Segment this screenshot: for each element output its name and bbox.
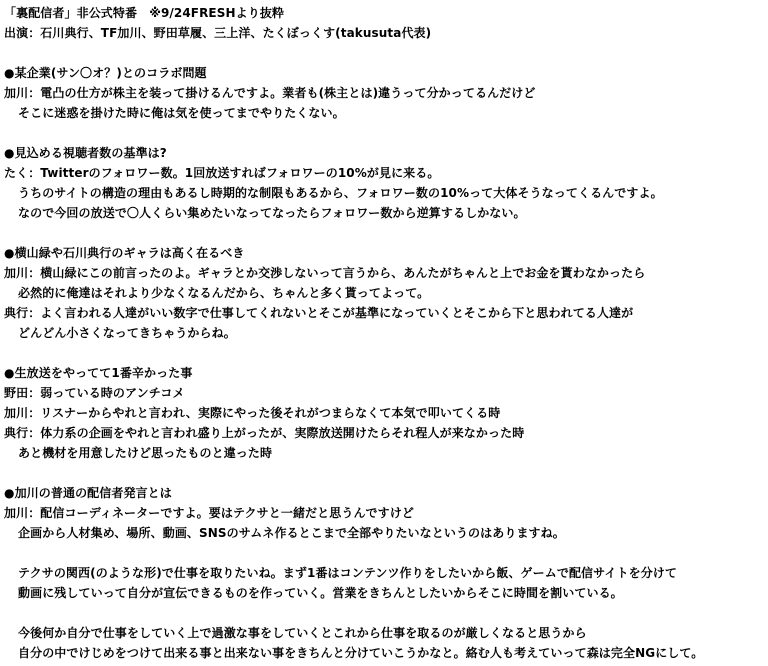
section-heading: ●加川の普通の配信者発言とは (4, 486, 172, 500)
quote-line: 典行：よく言われる人達がいい数字で仕事してくれないとそこが基準になっていくとそこから下と思われてる人達が (4, 306, 634, 320)
quote-line: あと機材を用意したけど思ったものと違った時 (18, 446, 273, 460)
quote-line: 加川：横山緑にこの前言ったのよ。ギャラとか交渉しないって言うから、あんたがちゃんと上でお金を貰わなかったら (4, 266, 646, 280)
quote-line: 自分の中でけじめをつけて出来る事と出来ない事をきちんと分けていこうかなと。絡む人も考えていって森は完全NGにして。 (18, 646, 704, 660)
quote-line: 典行：体力系の企画をやれと言われ盛り上がったが、実際放送開けたらそれ程人が来なかった時 (4, 426, 525, 440)
quote-line: 必然的に俺達はそれより少なくなるんだから、ちゃんと多く貰ってよって。 (18, 286, 430, 300)
quote-line: 加川：電凸の仕方が株主を装って掛けるんですよ。業者も(株主とは)違うって分かってるんだけど (4, 86, 536, 100)
quote-line: 動画に残していって自分が宣伝できるものを作っていく。営業をきちんとしたいからそこに時間を割いている。 (18, 586, 623, 600)
cast-line: 出演：石川典行、TF加川、野田草履、三上洋、たくぼっくす(takusuta代表) (4, 26, 432, 40)
quote-line: そこに迷惑を掛けた時に俺は気を使ってまでやりたくない。 (18, 106, 345, 120)
quote-line: 野田：弱っている時のアンチコメ (4, 386, 185, 400)
quote-line: うちのサイトの構造の理由もあるし時期的な制限もあるから、フォロワー数の10%って大体そうなってくるんですよ。 (18, 186, 663, 200)
quote-line: 企画から人材集め、場所、動画、SNSのサムネ作るとこまで全部やりたいなというのはありますね。 (18, 526, 565, 540)
quote-line: 加川：配信コーディネーターですよ。要はテクサと一緒だと思うんですけど (4, 506, 414, 520)
quote-line: 加川：リスナーからやれと言われ、実際にやった後それがつまらなくて本気で叩いてくる時 (4, 406, 501, 420)
section-heading: ●見込める視聴者数の基準は? (4, 146, 167, 160)
section-heading: ●横山緑や石川典行のギャラは高く在るべき (4, 246, 245, 260)
quote-line: なので今回の放送で〇人くらい集めたいなってなったらフォロワー数から逆算するしかない。 (18, 206, 526, 220)
document-title: 「裏配信者」非公式特番 ※9/24FRESHより抜粋 (4, 6, 285, 20)
quote-line: たく：Twitterのフォロワー数。1回放送すればフォロワーの10%が見に来る。 (4, 166, 440, 180)
quote-line: テクサの関西(のような形)で仕事を取りたいね。まず1番はコンテンツ作りをしたいから飯、ゲームで配信サイトを分けて (18, 566, 678, 580)
section-heading: ●某企業(サン〇オ？)とのコラボ問題 (4, 66, 207, 80)
quote-line: 今後何か自分で仕事をしていく上で過激な事をしていくとこれから仕事を取るのが厳しくなると思うから (18, 626, 587, 640)
quote-line: どんどん小さくなってきちゃうからね。 (18, 326, 236, 340)
section-heading: ●生放送をやってて1番辛かった事 (4, 366, 193, 380)
